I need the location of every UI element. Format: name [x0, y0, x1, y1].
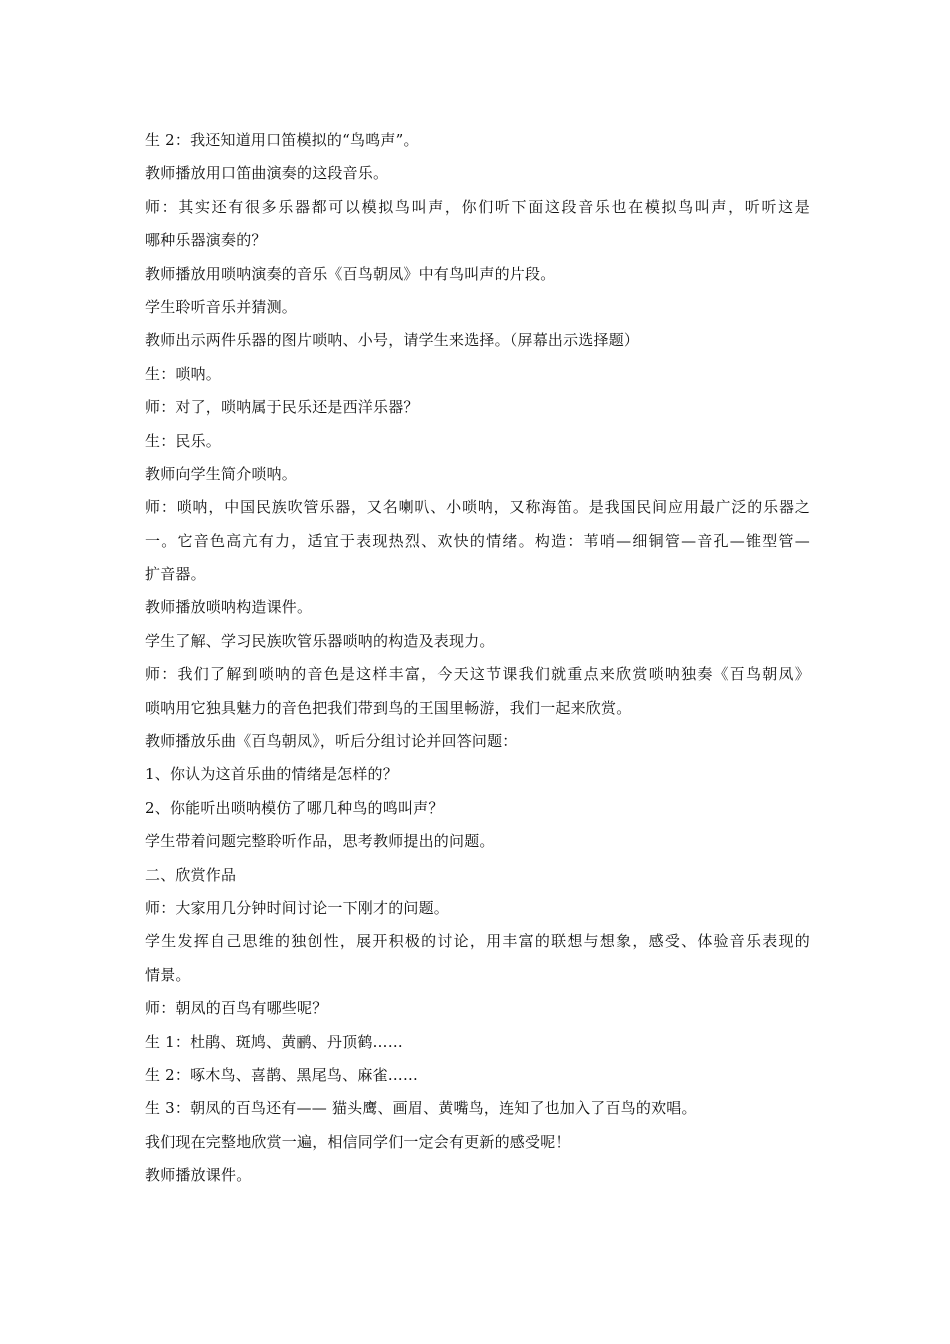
text-line: 师：对了，唢呐属于民乐还是西洋乐器？	[145, 398, 419, 417]
text-line: 教师播放用口笛曲演奏的这段音乐。	[145, 164, 389, 183]
text-line: 一。它音色高亢有力，适宜于表现热烈、欢快的情绪。构造：苇哨—细铜管—音孔—锥型管—	[145, 531, 810, 550]
text-line: 师：我们了解到唢呐的音色是这样丰富，今天这节课我们就重点来欣赏唢呐独奏《百鸟朝凤》	[145, 665, 810, 684]
text-line: 生：民乐。	[145, 431, 222, 450]
text-line: 生 2：啄木鸟、喜鹊、黑尾鸟、麻雀……	[145, 1065, 419, 1084]
text-line: 师：唢呐，中国民族吹管乐器，又名喇叭、小唢呐，又称海笛。是我国民间应用最广泛的乐器之	[145, 498, 810, 517]
text-line: 学生发挥自己思维的独创性，展开积极的讨论，用丰富的联想与想象，感受、体验音乐表现的	[145, 932, 810, 951]
text-line: 情景。	[145, 965, 191, 984]
text-line: 师：其实还有很多乐器都可以模拟鸟叫声，你们听下面这段音乐也在模拟鸟叫声，听听这是	[145, 197, 810, 216]
text-line: 我们现在完整地欣赏一遍，相信同学们一定会有更新的感受呢！	[145, 1132, 571, 1151]
section-heading: 二、欣赏作品	[145, 865, 237, 884]
text-line: 教师播放用唢呐演奏的音乐《百鸟朝凤》中有鸟叫声的片段。	[145, 264, 556, 283]
text-line: 唢呐用它独具魅力的音色把我们带到鸟的王国里畅游，我们一起来欣赏。	[145, 698, 632, 717]
text-line: 生：唢呐。	[145, 364, 222, 383]
text-line: 学生了解、学习民族吹管乐器唢呐的构造及表现力。	[145, 631, 495, 650]
text-line: 教师出示两件乐器的图片唢呐、小号，请学生来选择。（屏幕出示选择题）	[145, 331, 640, 350]
text-line: 2、你能听出唢呐模仿了哪几种鸟的鸣叫声？	[145, 798, 444, 817]
text-line: 扩音器。	[145, 565, 206, 584]
text-line: 师：大家用几分钟时间讨论一下刚才的问题。	[145, 898, 450, 917]
text-line: 生 1：杜鹃、斑鸠、黄鹂、丹顶鹤……	[145, 1032, 403, 1051]
text-line: 1、你认为这首乐曲的情绪是怎样的？	[145, 765, 398, 784]
text-line: 生 3：朝凤的百鸟还有—— 猫头鹰、画眉、黄嘴鸟，连知了也加入了百鸟的欢唱。	[145, 1099, 697, 1118]
text-line: 学生带着问题完整聆听作品，思考教师提出的问题。	[145, 832, 495, 851]
text-line: 教师播放课件。	[145, 1166, 252, 1185]
text-line: 教师播放唢呐构造课件。	[145, 598, 313, 617]
document-body	[145, 124, 810, 1193]
text-line: 师：朝凤的百鸟有哪些呢？	[145, 999, 328, 1018]
text-line: 教师播放乐曲《百鸟朝凤》，听后分组讨论并回答问题：	[145, 732, 518, 751]
text-line: 教师向学生简介唢呐。	[145, 464, 298, 483]
text-line: 学生聆听音乐并猜测。	[145, 297, 298, 316]
text-line: 哪种乐器演奏的？	[145, 231, 267, 250]
text-line: 生 2：我还知道用口笛模拟的“鸟鸣声”。	[145, 131, 419, 149]
